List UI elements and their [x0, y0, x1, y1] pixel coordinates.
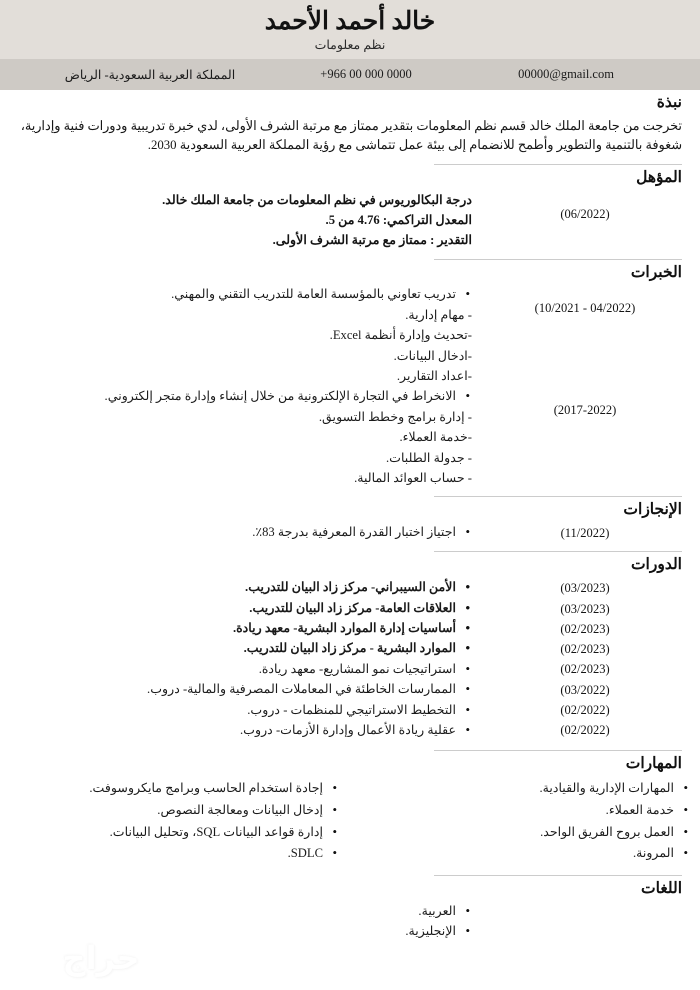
section-skills: [0, 740, 700, 864]
skill-item: • المهارات الإدارية والقيادية.: [355, 778, 690, 800]
course-item: • عقلية ريادة الأعمال وإدارة الأزمات- دروب.: [14, 720, 472, 740]
experience-detail: - حساب العوائد المالية.: [354, 471, 472, 485]
skill-item: • المرونة.: [355, 843, 690, 865]
section-courses: [0, 543, 700, 740]
section-languages: [0, 865, 700, 942]
course-item: • التخطيط الاستراتيجي للمنظمات - دروب.: [14, 700, 472, 720]
experience-detail: -اعداد التقارير.: [396, 369, 472, 384]
watermark-text: حراج: [62, 939, 140, 977]
experience-detail: - مهام إدارية.: [405, 307, 472, 322]
course-date: (02/2023): [560, 642, 610, 657]
course-row: [10, 577, 690, 740]
experience-headline: • تدريب تعاوني بالمؤسسة العامة للتدريب التقني والمهني.: [14, 284, 472, 304]
section-achievements: [0, 488, 700, 543]
experience-bullet-list: [14, 284, 472, 304]
experience-entry: [10, 284, 690, 386]
experience-date: (2017-2022): [553, 403, 617, 418]
language-item: • الإنجليزية.: [14, 921, 472, 941]
section-title-education: المؤهل: [636, 168, 682, 186]
course-date: (03/2023): [560, 581, 610, 596]
skills-column-right: [10, 778, 347, 865]
experience-detail: -خدمة العملاء.: [399, 430, 472, 445]
skill-item: • إدخال البيانات ومعالجة النصوص.: [10, 800, 339, 822]
education-row: [10, 190, 690, 251]
education-gpa: المعدل التراكمي: 4.76 من 5.: [325, 212, 472, 227]
section-summary: [0, 90, 700, 156]
course-date: (02/2023): [560, 662, 610, 677]
languages-row: [10, 901, 690, 942]
course-item: • الموارد البشرية - مركز زاد البيان للتدريب.: [14, 638, 472, 658]
section-experience: [0, 251, 700, 489]
section-title-achievements: الإنجازات: [623, 501, 682, 519]
course-date: (02/2022): [560, 702, 610, 717]
course-date: (03/2023): [560, 601, 610, 616]
skills-columns: [10, 776, 690, 865]
section-title-courses: الدورات: [630, 556, 682, 574]
job-role-subtitle: نظم معلومات: [314, 37, 386, 52]
skill-item: • خدمة العملاء.: [355, 800, 690, 822]
course-item: • استراتيجيات نمو المشاريع- معهد ريادة.: [14, 659, 472, 679]
skill-item: • إجادة استخدام الحاسب وبرامج مايكروسوفت.: [10, 778, 339, 800]
course-bullet-list: [14, 577, 472, 740]
page-title: خالد أحمد الأحمد: [264, 8, 436, 36]
education-date: (06/2022): [560, 206, 610, 221]
course-date: (02/2022): [560, 723, 610, 738]
section-title-languages: اللغات: [641, 879, 682, 897]
course-item: • أساسيات إدارة الموارد البشرية- معهد ريادة.: [14, 618, 472, 638]
section-education: [0, 156, 700, 251]
experience-entry: [10, 386, 690, 488]
skill-item: • إدارة قواعد البيانات SQL، وتحليل البيانات.: [10, 822, 339, 844]
skill-item: • SDLC.: [10, 843, 339, 865]
achievement-content: [10, 522, 480, 542]
skill-item: • العمل بروح الفريق الواحد.: [355, 822, 690, 844]
skills-list-left: [355, 778, 690, 865]
skills-list-right: [10, 778, 339, 865]
cv-body: [0, 90, 700, 941]
achievement-date: (11/2022): [560, 526, 610, 541]
skills-column-left: [347, 778, 690, 865]
section-title-experience: الخبرات: [630, 263, 682, 281]
section-title-skills: المهارات: [625, 755, 682, 773]
experience-date: (10/2021 - 04/2022): [534, 301, 636, 316]
course-date: (02/2023): [560, 621, 610, 636]
education-honors: التقدير : ممتاز مع مرتبة الشرف الأولى.: [272, 233, 472, 248]
cv-header-band: [0, 0, 700, 59]
contact-band: [0, 59, 700, 90]
contact-phone[interactable]: +966 00 000 0000: [320, 67, 412, 81]
contact-location: المملكة العربية السعودية- الرياض: [64, 67, 236, 82]
achievement-bullet-list: [14, 522, 472, 542]
course-date: (03/2022): [560, 682, 610, 697]
course-item: • الأمن السيبراني- مركز زاد البيان للتدريب.: [14, 577, 472, 597]
summary-paragraph: تخرجت من جامعة الملك خالد قسم نظم المعلومات بتقدير ممتاز مع مرتبة الشرف الأولى، لدي خبرة تدريبية ودورات فنية وإدارية، شغوفة بالتنمية والتطوير وأطمح للانضمام إلى بيئة عمل تتماشى مع رؤية المملكة العربية السعودية 2030.: [20, 118, 682, 153]
education-degree: درجة البكالوريوس في نظم المعلومات من جامعة الملك خالد.: [162, 192, 472, 207]
course-date-list: [480, 577, 690, 740]
achievement-text: • اجتياز اختبار القدرة المعرفية بدرجة 83٪.: [14, 522, 472, 542]
experience-detail: -ادخال البيانات.: [393, 348, 472, 363]
experience-headline: • الانخراط في التجارة الإلكترونية من خلال إنشاء وإدارة متجر إلكتروني.: [14, 386, 472, 406]
experience-detail: - جدولة الطلبات.: [385, 450, 472, 465]
experience-detail: -تحديث وإدارة أنظمة Excel.: [329, 328, 472, 343]
course-item: • العلاقات العامة- مركز زاد البيان للتدريب.: [14, 598, 472, 618]
language-item: • العربية.: [14, 901, 472, 921]
languages-date-spacer: [480, 901, 690, 902]
contact-email[interactable]: 00000@gmail.com: [518, 67, 614, 81]
experience-detail: - إدارة برامج وخطط التسويق.: [318, 409, 472, 424]
course-list: [10, 577, 480, 740]
experience-entry-content: [10, 386, 480, 488]
achievement-entry: [10, 522, 690, 543]
course-item: • الممارسات الخاطئة في المعاملات المصرفية والمالية- دروب.: [14, 679, 472, 699]
experience-bullet-list: [14, 386, 472, 406]
haraj-watermark: [26, 936, 176, 980]
languages-content: [10, 901, 480, 942]
section-title-summary: نبذة: [656, 94, 682, 111]
experience-entry-content: [10, 284, 480, 386]
languages-list: [14, 901, 472, 942]
education-content: [10, 190, 480, 251]
